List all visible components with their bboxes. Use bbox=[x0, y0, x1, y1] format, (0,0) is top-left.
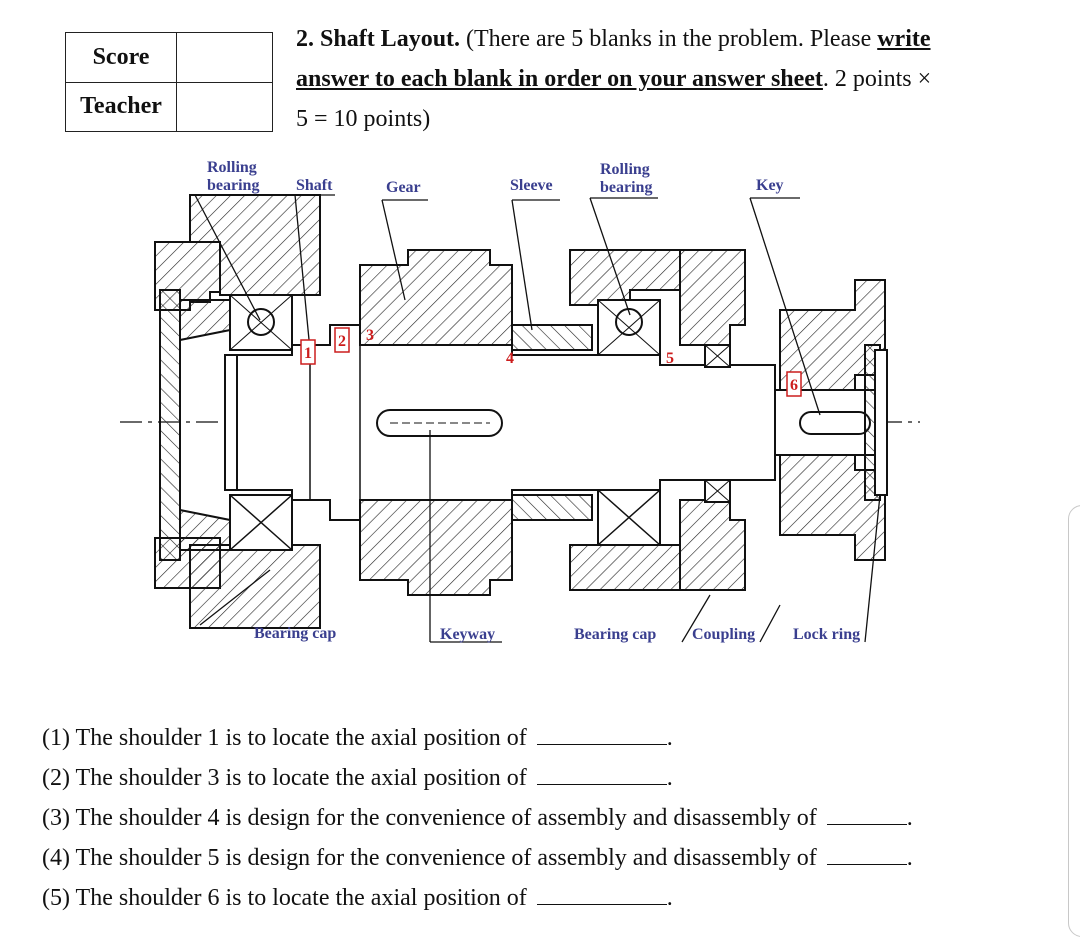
problem-title: 2. Shaft Layout. bbox=[296, 26, 461, 52]
answer-blank-2[interactable] bbox=[537, 764, 667, 785]
question-3: (3) The shoulder 4 is design for the convenience of assembly and disassembly of . bbox=[42, 805, 913, 831]
problem-emphasis-2: answer to each blank in order on your answer sheet bbox=[296, 66, 823, 92]
teacher-cell bbox=[177, 82, 273, 132]
question-1: (1) The shoulder 1 is to locate the axial position of . bbox=[42, 725, 673, 751]
problem-header-line-2 bbox=[296, 64, 931, 94]
score-cell bbox=[177, 33, 273, 83]
answer-blank-1[interactable] bbox=[537, 724, 667, 745]
shoulder-number-3: 3 bbox=[366, 327, 374, 344]
problem-intro-1: (There are 5 blanks in the problem. Please bbox=[460, 26, 878, 52]
label-sleeve: Sleeve bbox=[510, 177, 553, 194]
answer-blank-4[interactable] bbox=[827, 844, 907, 865]
label-lock-ring: Lock ring bbox=[793, 626, 861, 643]
question-5: (5) The shoulder 6 is to locate the axial position of . bbox=[42, 885, 673, 911]
label-bearing-cap-right: Bearing cap bbox=[574, 626, 657, 643]
label-keyway: Keyway bbox=[440, 626, 496, 643]
label-rolling-bearing-left-1: Rolling bbox=[207, 159, 257, 176]
shoulder-number-1: 1 bbox=[304, 345, 312, 362]
answer-blank-5[interactable] bbox=[537, 884, 667, 905]
question-2-text: (2) The shoulder 3 is to locate the axial position of bbox=[42, 765, 527, 791]
shoulder-number-4: 4 bbox=[506, 350, 514, 367]
answer-blank-3[interactable] bbox=[827, 804, 907, 825]
problem-header-line-1 bbox=[296, 24, 931, 54]
label-shaft: Shaft bbox=[296, 177, 333, 194]
question-3-text: (3) The shoulder 4 is design for the convenience of assembly and disassembly of bbox=[42, 805, 817, 831]
question-4-text: (4) The shoulder 5 is design for the convenience of assembly and disassembly of bbox=[42, 845, 817, 871]
shoulder-number-6: 6 bbox=[790, 377, 798, 394]
label-bearing-cap-left: Bearing cap bbox=[254, 625, 337, 642]
side-panel-tab[interactable] bbox=[1068, 505, 1080, 937]
question-5-text: (5) The shoulder 6 is to locate the axial position of bbox=[42, 885, 527, 911]
label-rolling-bearing-right-2: bearing bbox=[600, 179, 653, 196]
problem-header-line-3 bbox=[296, 104, 430, 134]
problem-intro-3: 5 = 10 points) bbox=[296, 106, 431, 132]
shaft-assembly-diagram bbox=[120, 150, 920, 660]
shoulder-number-2: 2 bbox=[338, 333, 346, 350]
shoulder-number-5: 5 bbox=[666, 350, 674, 367]
question-4: (4) The shoulder 5 is design for the convenience of assembly and disassembly of . bbox=[42, 845, 913, 871]
problem-emphasis-1: write bbox=[877, 26, 931, 52]
label-rolling-bearing-right-1: Rolling bbox=[600, 161, 650, 178]
problem-intro-2: . 2 points × bbox=[822, 66, 932, 92]
teacher-label: Teacher bbox=[66, 82, 177, 132]
label-gear: Gear bbox=[386, 179, 421, 196]
score-table bbox=[65, 32, 273, 132]
label-rolling-bearing-left-2: bearing bbox=[207, 177, 260, 194]
label-coupling: Coupling bbox=[692, 626, 756, 643]
question-1-text: (1) The shoulder 1 is to locate the axial position of bbox=[42, 725, 527, 751]
question-2: (2) The shoulder 3 is to locate the axial position of . bbox=[42, 765, 673, 791]
score-label: Score bbox=[66, 33, 177, 83]
label-key: Key bbox=[756, 177, 784, 194]
